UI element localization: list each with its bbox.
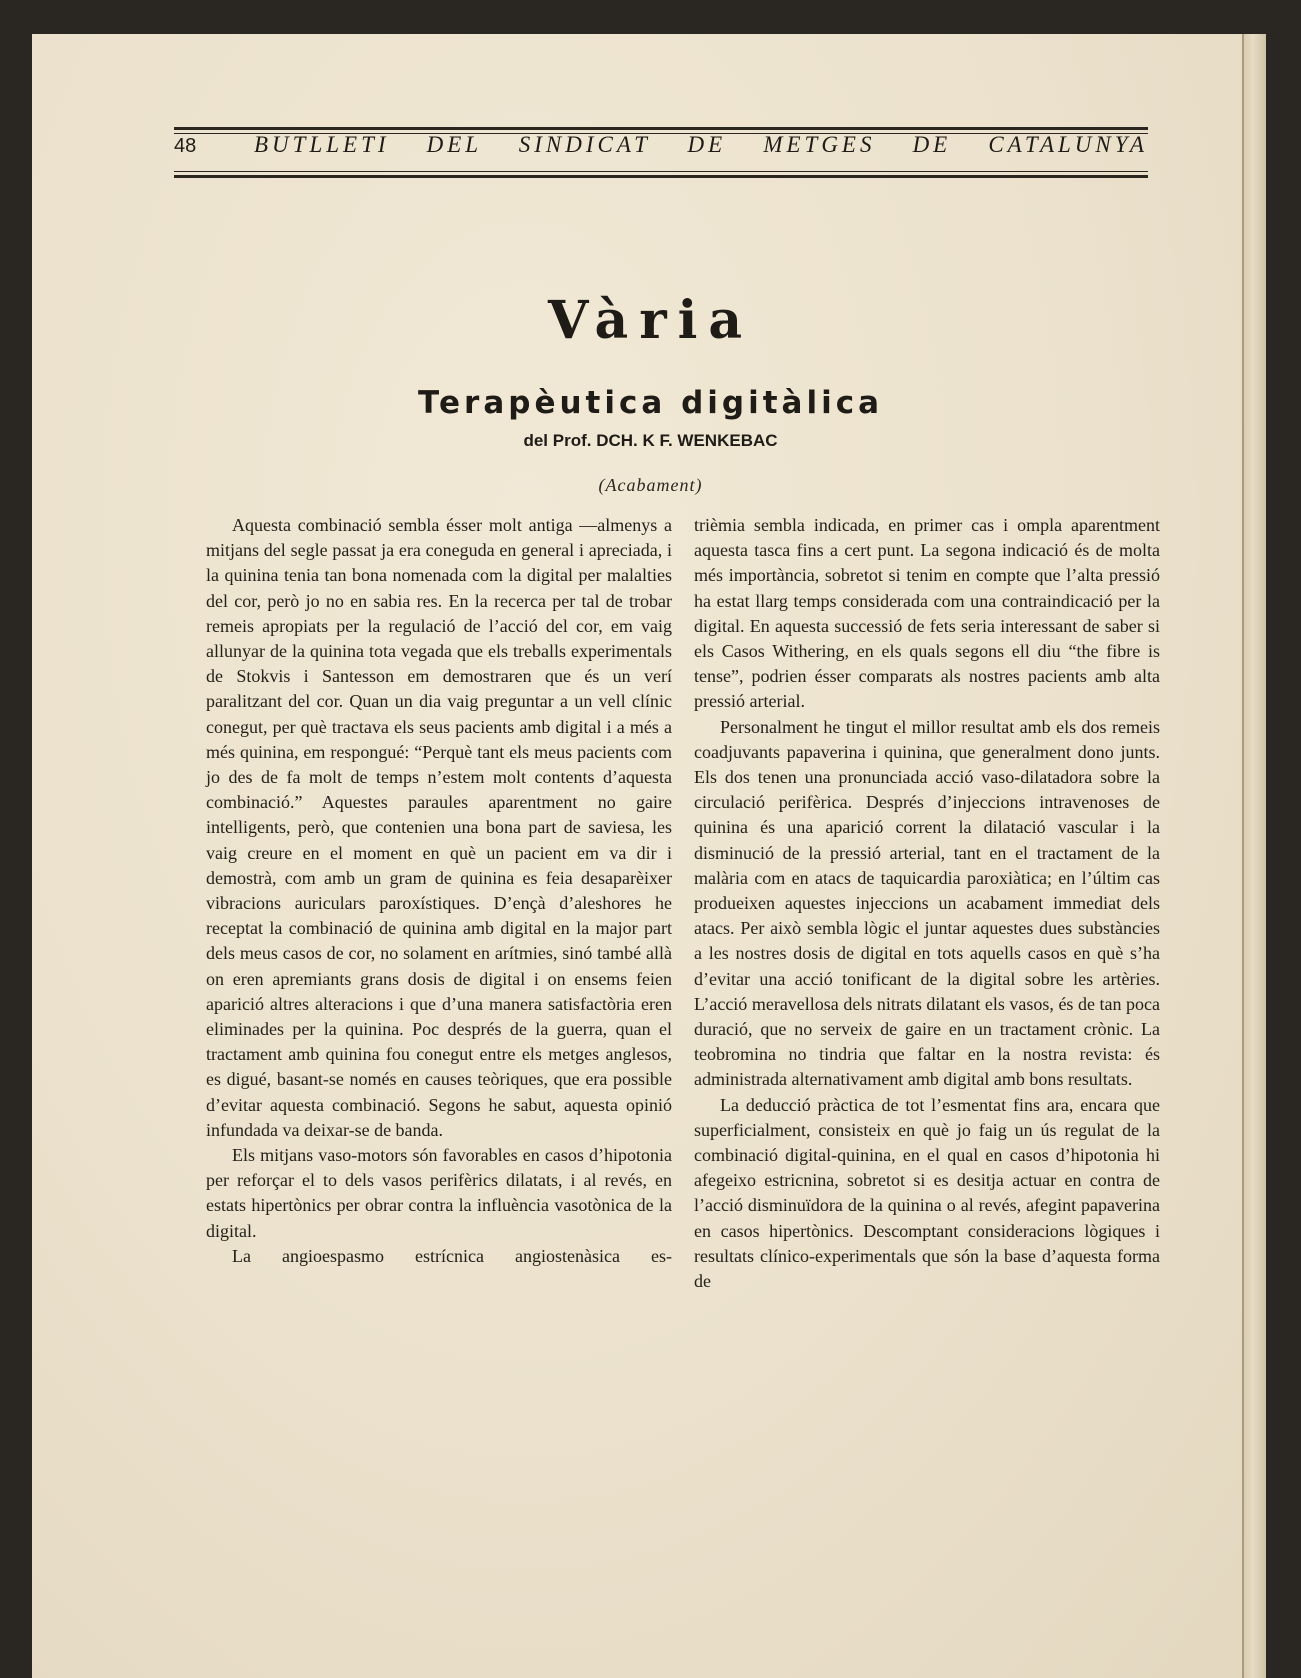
- header-text: [174, 132, 1148, 162]
- header-rule-top-thick: [174, 127, 1148, 130]
- paragraph: La angioespasmo estrícnica angiostenàsica es-: [232, 1245, 672, 1266]
- section-title: Vària: [547, 290, 754, 351]
- text-column-left: [206, 513, 672, 1269]
- page-header: [174, 100, 1148, 190]
- text-column-right: [694, 513, 1160, 1294]
- paragraph: Aquesta combinació sembla ésser molt antiga —almenys a mitjans del segle passat ja era coneguda en general i apreciada, i la quinina tenia tan bona nomenada com la digital per malalties del cor, però jo no en sabia res. En la recerca per tal de trobar remeis apropiats per la regulació de l’acció del cor, em vaig allunyar de la quinina tota vegada que els treballs experimentals de Stokvis i Santesson em demostraren que és un verí paralitzant del cor. Quan un dia vaig preguntar a un vell clínic conegut, per què tractava els seus pacients amb digital i a més a més quinina, em respongué: “Perquè tant els meus pacients com jo des de fa molt de temps n’estem molt contents d’aquesta combinació.” Aquestes paraules aparentment no gaire intelligents, però, que contenien una bona part de saviesa, les vaig creure en el moment en què un pacient em va dir i demostrà, com amb un gram de quinina es feia desaparèixer vibracions auriculars paroxístiques. D’ençà d’aleshores he receptat la combinació de quinina amb digital en la major part dels meus casos de cor, no solament en arítmies, sinó també allà on eren apremiants grans dosis de digital i on ensems feien aparició altres alteracions i que d’una manera satisfactòria eren eliminades per la quinina. Poc després de la guerra, quan el tractament amb quinina fou conegut entre els metges anglesos, es digué, basant-se només en causes teòriques, que era possible d’evitar aquesta combinació. Segons he sabut, aquesta opinió infundada va deixar-se de banda.: [206, 515, 672, 1140]
- article-byline: del Prof. DCH. K F. WENKEBAC: [523, 431, 778, 450]
- paragraph: Els mitjans vaso-motors són favorables en casos d’hipotonia per reforçar el to dels vasos perifèrics dilatats, i al revés, en estats hipertònics per obrar contra la influència vasotònica de la digital.: [206, 1145, 672, 1241]
- paragraph: trièmia sembla indicada, en primer cas i ompla aparentment aquesta tasca fins a cert punt. La segona indicació és de molta més importància, sobretot si tenim en compte que l’alta pressió ha estat llarg temps considerada com una contraindicació per la digital. En aquesta successió de fets seria interessant de saber si els Casos Withering, en els quals segons ell diu “the fibre is tense”, podrien ésser comparats als nostres pacients amb alta pressió arterial.: [694, 515, 1160, 712]
- paragraph: La deducció pràctica de tot l’esmentat fins ara, encara que superficialment, consisteix en què jo faig un ús regulat de la combinació digital-quinina, en el qual en casos d’hipotonia hi afegeixo estricnina, sobretot si es desitja actuar en contra de l’acció disminuïdora de la quinina o al revés, afegint papaverina en casos hipertònics. Descomptant consideracions lògiques i resultats clínico-experimentals que són la base d’aquesta forma de: [694, 1094, 1160, 1292]
- continuation-note: (Acabament): [598, 475, 703, 495]
- article-title: Terapèutica digitàlica: [418, 385, 883, 421]
- header-rule-bottom-thin: [174, 171, 1148, 172]
- running-title: BUTLLETI DEL SINDICAT DE METGES DE CATALUNYA: [254, 132, 1148, 157]
- header-rule-bottom-thick: [174, 175, 1148, 178]
- paragraph: Personalment he tingut el millor resultat amb els dos remeis coadjuvants papaverina i quinina, que generalment dono junts. Els dos tenen una pronunciada acció vaso-dilatadora sobre la circulació perifèrica. Després d’injeccions intravenoses de quinina és una aparició corrent la dilatació vascular i la disminució de la pressió arterial, tant en el tractament de la malària com en atacs de taquicardia paroxiàtica; en l’últim cas produeixen aquestes injeccions un acabament immediat dels atacs. Per això sembla lògic el juntar aquestes dues substàncies a les nostres dosis de digital en tots aquells casos en què s’ha d’evitar una acció tonificant de la digital sobre les artèries. L’acció meravellosa dels nitrats dilatant els vasos, és de tan poca duració, que no serveix de gaire en un tractament crònic. La teobromina no tindria que faltar en la nostra revista: és administrada alternativament amb digital amb bons resultats.: [694, 716, 1160, 1090]
- page-number: 48: [174, 135, 197, 157]
- page-edge: [1242, 34, 1266, 1678]
